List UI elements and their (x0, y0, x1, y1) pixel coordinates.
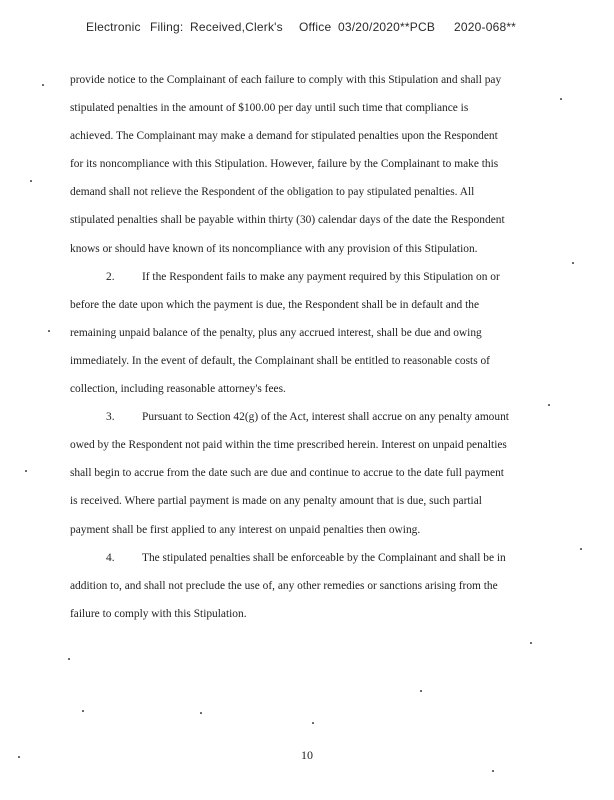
body-line: failure to comply with this Stipulation. (70, 607, 247, 620)
page-number: 10 (301, 748, 313, 762)
scan-speck (82, 710, 84, 712)
paragraph-number: 2. (106, 270, 115, 283)
header-office: Office (299, 20, 332, 34)
header-received: Received,Clerk's (190, 20, 283, 34)
body-line: is received. Where partial payment is made on any penalty amount that is due, such partial (70, 495, 482, 508)
scan-speck (530, 642, 532, 644)
scan-speck (68, 658, 70, 660)
body-line-text: The stipulated penalties shall be enforceable by the Complainant and shall be in (142, 551, 506, 564)
body-line: knows or should have known of its noncompliance with any provision of this Stipulation. (70, 242, 478, 255)
scan-speck (548, 404, 550, 406)
body-line: owed by the Respondent not paid within the time prescribed herein. Interest on unpaid penalties (70, 439, 507, 452)
scan-speck (492, 770, 494, 772)
header-filing: Filing: (150, 20, 184, 34)
scan-speck (18, 756, 20, 758)
body-line: immediately. In the event of default, the Complainant shall be entitled to reasonable costs of (70, 354, 490, 367)
paragraph-4-first-line (70, 544, 540, 572)
body-line-text: If the Respondent fails to make any payment required by this Stipulation on or (142, 270, 500, 283)
body-line-text: Pursuant to Section 42(g) of the Act, interest shall accrue on any penalty amount (142, 411, 509, 424)
scan-speck (580, 548, 582, 550)
body-line: shall begin to accrue from the date such are due and continue to accrue to the date full payment (70, 467, 504, 480)
paragraph-number: 4. (106, 551, 115, 564)
body-line: provide notice to the Complainant of each failure to comply with this Stipulation and shall pay (70, 74, 502, 86)
header-case-number: 2020-068** (454, 20, 517, 34)
document-body (70, 66, 540, 628)
scan-speck (200, 712, 202, 714)
paragraph-2-first-line (70, 263, 540, 291)
body-line: for its noncompliance with this Stipulation. However, failure by the Complainant to make this (70, 158, 499, 171)
scan-speck (25, 470, 27, 472)
scan-speck (30, 180, 32, 182)
body-line: stipulated penalties shall be payable within thirty (30) calendar days of the date the Respondent (70, 214, 505, 227)
filing-header-stamp (0, 20, 614, 36)
paragraph-number: 3. (106, 411, 115, 424)
header-date: 03/20/2020**PCB (338, 20, 436, 34)
scan-speck (48, 330, 50, 332)
body-line: stipulated penalties in the amount of $100.00 per day until such time that compliance is (70, 102, 469, 115)
body-line: before the date upon which the payment is due, the Respondent shall be in default and the (70, 298, 479, 311)
body-line: collection, including reasonable attorney's fees. (70, 383, 286, 396)
scan-speck (312, 722, 314, 724)
body-line: demand shall not relieve the Respondent of the obligation to pay stipulated penalties. All (70, 186, 475, 199)
scan-speck (42, 84, 44, 86)
scan-speck (560, 98, 562, 100)
scan-speck (572, 262, 574, 264)
body-line: addition to, and shall not preclude the use of, any other remedies or sanctions arising from the (70, 579, 498, 592)
body-line: achieved. The Complainant may make a demand for stipulated penalties upon the Respondent (70, 130, 498, 143)
header-electronic: Electronic (86, 20, 141, 34)
body-line: payment shall be first applied to any interest on unpaid penalties then owing. (70, 523, 421, 536)
paragraph-3-first-line (70, 403, 540, 431)
body-line: remaining unpaid balance of the penalty, plus any accrued interest, shall be due and owing (70, 326, 482, 339)
scan-speck (420, 690, 422, 692)
